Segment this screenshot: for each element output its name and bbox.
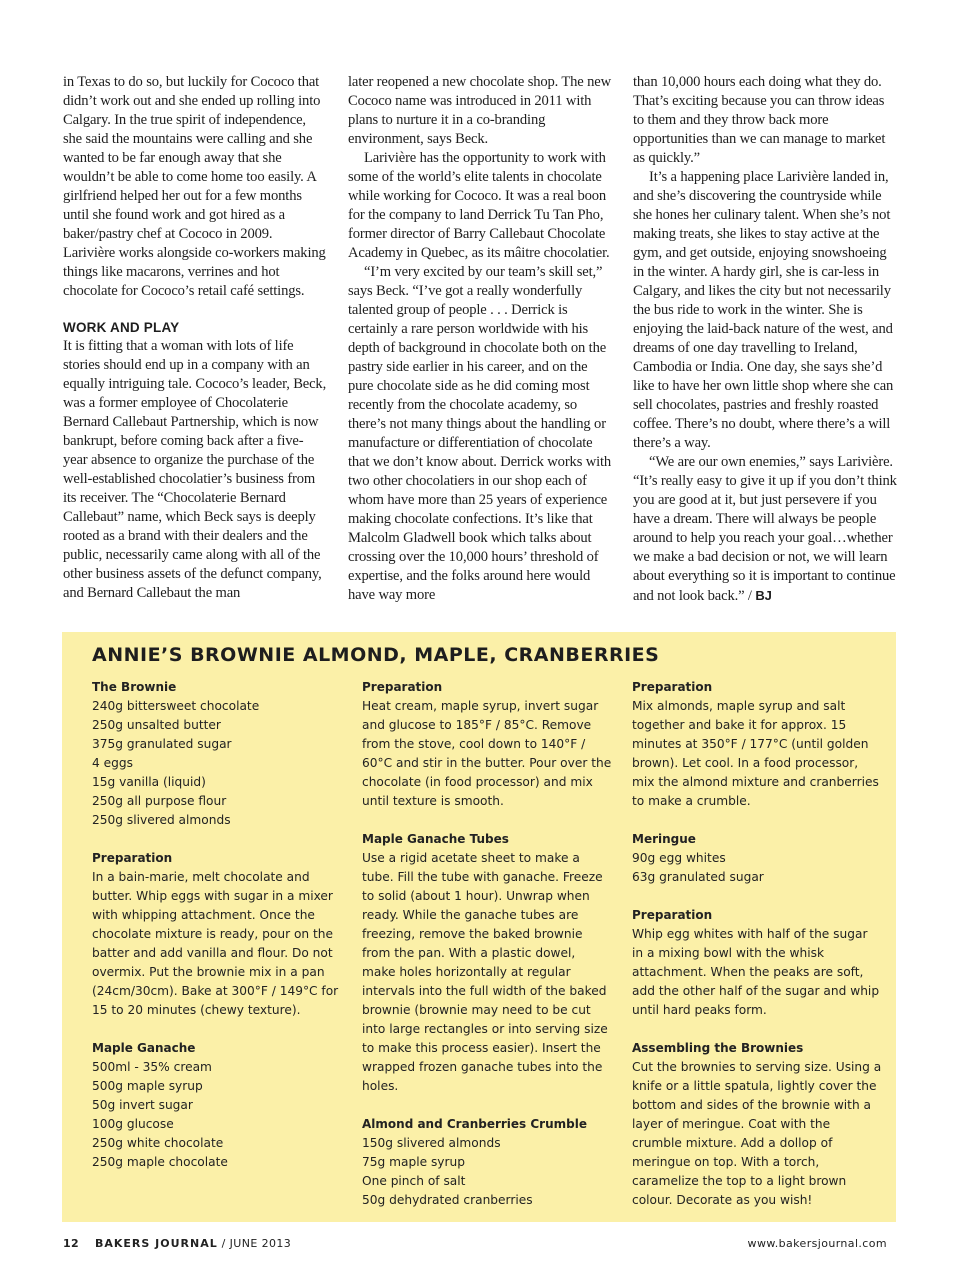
instructions: Whip egg whites with half of the sugar in a mixing bowl with the whisk attachment. When the peaks are soft, add the other half of the sugar and whip until hard peaks form. bbox=[632, 927, 880, 1017]
ingredient: 4 eggs bbox=[92, 756, 133, 770]
page-number: 12 bbox=[63, 1237, 80, 1250]
signature: BJ bbox=[755, 588, 772, 603]
recipe-subheading: Preparation bbox=[632, 680, 713, 694]
article-body bbox=[63, 73, 897, 606]
ingredient: 63g granulated sugar bbox=[632, 870, 764, 884]
article-column-2 bbox=[348, 73, 612, 606]
meringue-preparation bbox=[632, 906, 882, 1020]
recipe-subheading: Preparation bbox=[632, 908, 713, 922]
ganache-preparation bbox=[362, 678, 612, 811]
ganache-tubes-section bbox=[362, 830, 612, 1096]
recipe-subheading: Maple Ganache Tubes bbox=[362, 832, 509, 846]
website-url: www.bakersjournal.com bbox=[747, 1237, 887, 1250]
instructions: In a bain-marie, melt chocolate and butter. Whip eggs with sugar in a mixer with whipping attachment. Once the chocolate mixture is ready, pour on the batter and add vanilla and flour. Do not overmix. Put the brownie mix in a pan (24cm/30cm). Bake at 300°F / 149°C for 15 to 20 minutes (chewy texture). bbox=[92, 870, 339, 1017]
ingredient: 375g granulated sugar bbox=[92, 737, 232, 751]
crumble-preparation bbox=[632, 678, 882, 811]
page-footer bbox=[63, 1237, 887, 1253]
publication-info bbox=[95, 1237, 291, 1250]
ingredient: 100g glucose bbox=[92, 1117, 174, 1131]
instructions: Heat cream, maple syrup, invert sugar and glucose to 185°F / 85°C. Remove from the stove, cool down to 140°F / 60°C and stir in the butter. Pour over the chocolate (in food processor) and mix until texture is smooth. bbox=[362, 699, 612, 808]
article-paragraph: It is fitting that a woman with lots of life stories should end up in a company with an equally intriguing tale. Cococo’s leader, Beck, was a former employee of Chocolaterie Bernard Callebaut Partnership, which is now bankrupt, before coming back after a five-year absence to organize the purchase of the well-established chocolatier’s business from its receiver. The “Chocolaterie Bernard Callebaut” name, which Beck says is deeply rooted as a brand with their dealers and the public, necessarily came along with all of the other business assets of the defunct company, and Bernard Callebaut the man bbox=[63, 338, 327, 601]
issue-date: / JUNE 2013 bbox=[217, 1237, 292, 1250]
maple-ganache-section bbox=[92, 1039, 342, 1172]
ingredient: 250g maple chocolate bbox=[92, 1155, 228, 1169]
crumble-section bbox=[362, 1115, 612, 1210]
recipe-column-3 bbox=[632, 678, 882, 1229]
ingredient: 250g slivered almonds bbox=[92, 813, 231, 827]
recipe-subheading: Preparation bbox=[92, 851, 173, 865]
brownie-preparation bbox=[92, 849, 342, 1020]
publication-name: BAKERS JOURNAL bbox=[95, 1237, 218, 1250]
article-paragraph: later reopened a new chocolate shop. The new Cococo name was introduced in 2011 with plans to nurture it in a co-branding environment, says Beck. bbox=[348, 74, 611, 147]
article-text: “We are our own enemies,” says Larivière. “It’s really easy to give it up if you don’t think you are good at it, but just persevere if you have a dream. There will always be people around to help you reach your goal…whether we make a bad decision or not, we will learn about everything so it is important to continue and not look back.” / bbox=[633, 454, 897, 604]
article-column-3 bbox=[633, 73, 897, 606]
section-heading: WORK AND PLAY bbox=[63, 320, 180, 335]
instructions: Cut the brownies to serving size. Using a knife or a little spatula, lightly cover the bottom and sides of the brownie with a layer of meringue. Coat with the crumble mixture. Add a dollop of meringue on top. With a torch, caramelize the top to a light brown colour. Decorate as you wish! bbox=[632, 1060, 882, 1207]
ingredient: 50g dehydrated cranberries bbox=[362, 1193, 533, 1207]
meringue-section bbox=[632, 830, 882, 887]
ingredient: 240g bittersweet chocolate bbox=[92, 699, 260, 713]
article-paragraph: in Texas to do so, but luckily for Cococo that didn’t work out and she ended up rolling into Calgary. In the true spirit of independence, she said the mountains were calling and she wanted to be far enough away that she wouldn’t be able to come home too easily. A girlfriend helped her out for a few months until she found work and got hired as a baker/pastry chef at Cococo in 2009. Larivière works alongside co-workers making things like macarons, verrines and hot chocolate for Cococo’s retail café settings. bbox=[63, 74, 326, 299]
ingredient: 75g maple syrup bbox=[362, 1155, 465, 1169]
recipe-box bbox=[62, 632, 896, 1222]
ingredient: 150g slivered almonds bbox=[362, 1136, 501, 1150]
recipe-column-1 bbox=[92, 678, 342, 1229]
recipe-columns bbox=[92, 678, 882, 1229]
recipe-subheading: Maple Ganache bbox=[92, 1041, 196, 1055]
instructions: Use a rigid acetate sheet to make a tube. Fill the tube with ganache. Freeze to solid (about 1 hour). Unwrap when ready. While the ganache tubes are freezing, remove the baked brownie from the pan. With a plastic dowel, make holes horizontally at regular intervals into the full width of the baked brownie (brownie may need to be cut into large rectangles or into serving size to make this process easier). Insert the wrapped frozen ganache tubes into the holes. bbox=[362, 851, 608, 1093]
assembly-section bbox=[632, 1039, 882, 1210]
ingredient: 500g maple syrup bbox=[92, 1079, 203, 1093]
recipe-subheading: Almond and Cranberries Crumble bbox=[362, 1117, 587, 1131]
ingredient: 500ml - 35% cream bbox=[92, 1060, 212, 1074]
article-paragraph bbox=[633, 453, 897, 606]
article-column-1 bbox=[63, 73, 327, 606]
article-paragraph: Larivière has the opportunity to work with some of the world’s elite talents in chocolate while working for Cococo. It was a real boon for the company to land Derrick Tu Tan Pho, former director of Barry Callebaut Chocolate Academy in Quebec, as its mâitre chocolatier. bbox=[348, 150, 610, 261]
ingredient: 50g invert sugar bbox=[92, 1098, 193, 1112]
recipe-column-2 bbox=[362, 678, 612, 1229]
article-paragraph: It’s a happening place Larivière landed in, and she’s discovering the countryside while she hones her culinary talent. When she’s not making treats, she likes to stay active at the gym, and get outside, enjoying snowshoeing in the winter. A hardy girl, she is car-less in Calgary, and likes the city but not necessarily the bus ride to work in the winter. She is enjoying the laid-back nature of the west, and dreams of one day travelling to Ireland, Cambodia or India. One day, she says she’d like to have her own little shop where she can sell chocolates, pastries and freshly roasted coffee. There’s no doubt, where there’s a will there’s a way. bbox=[633, 169, 894, 451]
ingredient: 15g vanilla (liquid) bbox=[92, 775, 206, 789]
recipe-title: ANNIE’S BROWNIE ALMOND, MAPLE, CRANBERRIES bbox=[92, 644, 660, 666]
ingredient: 250g all purpose flour bbox=[92, 794, 227, 808]
recipe-subheading: Assembling the Brownies bbox=[632, 1041, 804, 1055]
article-paragraph: “I’m very excited by our team’s skill set,” says Beck. “I’ve got a really wonderfully talented group of people . . . Derrick is certainly a rare person worldwide with his depth of background in chocolate both on the pastry side earlier in his career, and on the pure chocolate side as he did coming most recently from the chocolate academy, so there’s not many things about the handling or manufacture or differentiation of chocolate that we don’t know about. Derrick works with two other chocolatiers in our shop each of whom have more than 25 years of experience making chocolate confections. It’s like that Malcolm Gladwell book which talks about crossing over the 10,000 hours’ threshold of expertise, and the folks around here would have way more bbox=[348, 264, 612, 603]
instructions: Mix almonds, maple syrup and salt together and bake it for approx. 15 minutes at 350°F / 177°C (until golden brown). Let cool. In a food processor, mix the almond mixture and cranberries to make a crumble. bbox=[632, 699, 879, 808]
recipe-subheading: The Brownie bbox=[92, 680, 177, 694]
ingredient: One pinch of salt bbox=[362, 1174, 466, 1188]
article-paragraph: than 10,000 hours each doing what they do. That’s exciting because you can throw ideas to them and they throw back more opportunities than we can manage to market as quickly.” bbox=[633, 74, 886, 166]
recipe-subheading: Preparation bbox=[362, 680, 443, 694]
ingredient: 250g unsalted butter bbox=[92, 718, 221, 732]
ingredient: 250g white chocolate bbox=[92, 1136, 224, 1150]
ingredient: 90g egg whites bbox=[632, 851, 726, 865]
recipe-subheading: Meringue bbox=[632, 832, 696, 846]
brownie-section bbox=[92, 678, 342, 830]
